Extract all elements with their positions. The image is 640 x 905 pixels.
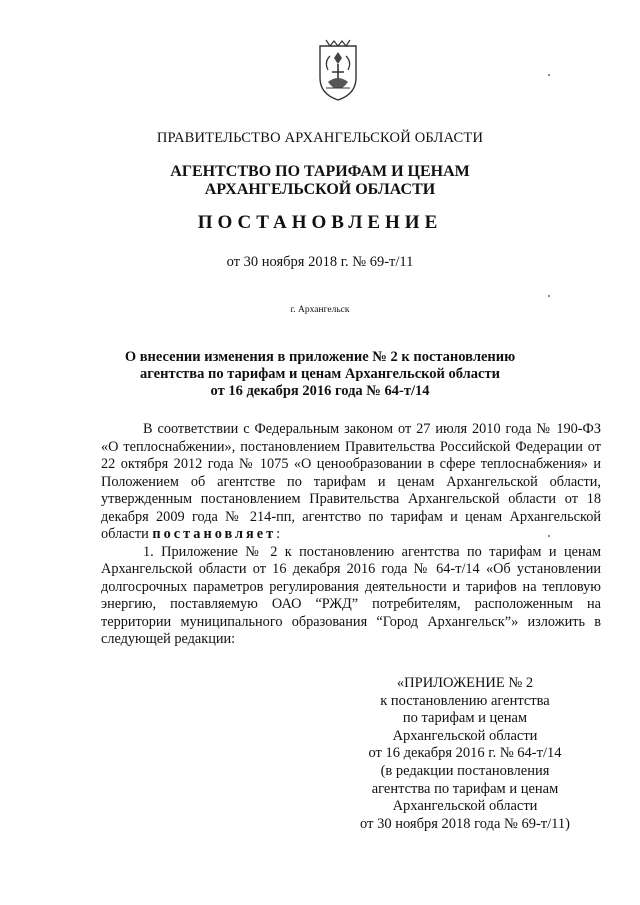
document-date-number: от 30 ноября 2018 г. № 69-т/11: [226, 254, 414, 270]
subject-line2: агентства по тарифам и ценам Архангельской области: [140, 366, 500, 382]
agency-title-line1: АГЕНТСТВО ПО ТАРИФАМ И ЦЕНАМ: [170, 163, 470, 180]
appendix-line: «ПРИЛОЖЕНИЕ № 2: [396, 675, 534, 691]
agency-title-line2: АРХАНГЕЛЬСКОЙ ОБЛАСТИ: [204, 181, 436, 198]
decree-word: постановляет: [152, 526, 277, 542]
scan-mark: [548, 295, 550, 297]
subject-line3: от 16 декабря 2016 года № 64-т/14: [210, 383, 430, 399]
document-type: ПОСТАНОВЛЕНИЕ: [197, 212, 443, 233]
document-body: [101, 421, 601, 649]
clause-1-paragraph: 1. Приложение № 2 к постановлению агентства по тарифам и ценам Архангельской области от 16 декабря 2016 года № 64-т/14 «Об установлении долгосрочных параметров регулирования деятельности и тарифов на тепловую энергию, поставляемую ОАО “РЖД” потребителям, расположенным на территории муниципального образования “Город Архангельск”» изложить в следующей редакции:: [101, 543, 601, 647]
appendix-line: агентства по тарифам и ценам: [371, 780, 559, 797]
document-city: г. Архангельск: [290, 305, 350, 315]
appendix-line: Архангельской области: [392, 727, 538, 744]
government-title: ПРАВИТЕЛЬСТВО АРХАНГЕЛЬСКОЙ ОБЛАСТИ: [156, 130, 484, 146]
appendix-line: (в редакции постановления: [380, 762, 550, 779]
decree-colon: :: [276, 526, 281, 542]
appendix-line: по тарифам и ценам: [402, 710, 528, 727]
appendix-line: от 16 декабря 2016 г. № 64-т/14: [368, 745, 562, 762]
appendix-block: [330, 675, 600, 833]
preamble-paragraph: [101, 421, 601, 544]
preamble-text: В соответствии с Федеральным законом от 27 июля 2010 года № 190-ФЗ «О теплоснабжении», постановлением Правительства Российской Федерации от 22 октября 2012 года № 1075 «О ценообразовании в сфере теплоснабжения» и Положением об агентстве по тарифам и ценам Архангельской области, утвержденным постановлением Правительства Архангельской области от 18 декабря 2009 года № 214-пп, агентство по тарифам и ценам Архангельской области: [101, 421, 601, 542]
document-subject: [0, 349, 640, 400]
subject-line1: О внесении изменения в приложение № 2 к постановлению: [124, 349, 516, 365]
appendix-line: Архангельской области: [392, 798, 538, 815]
coat-of-arms-icon: [316, 38, 360, 102]
appendix-line: от 30 ноября 2018 года № 69-т/11): [360, 815, 570, 832]
appendix-line: к постановлению агентства: [380, 692, 550, 709]
agency-title: [0, 163, 640, 199]
scan-mark: [548, 74, 550, 76]
scan-mark: [548, 535, 550, 537]
